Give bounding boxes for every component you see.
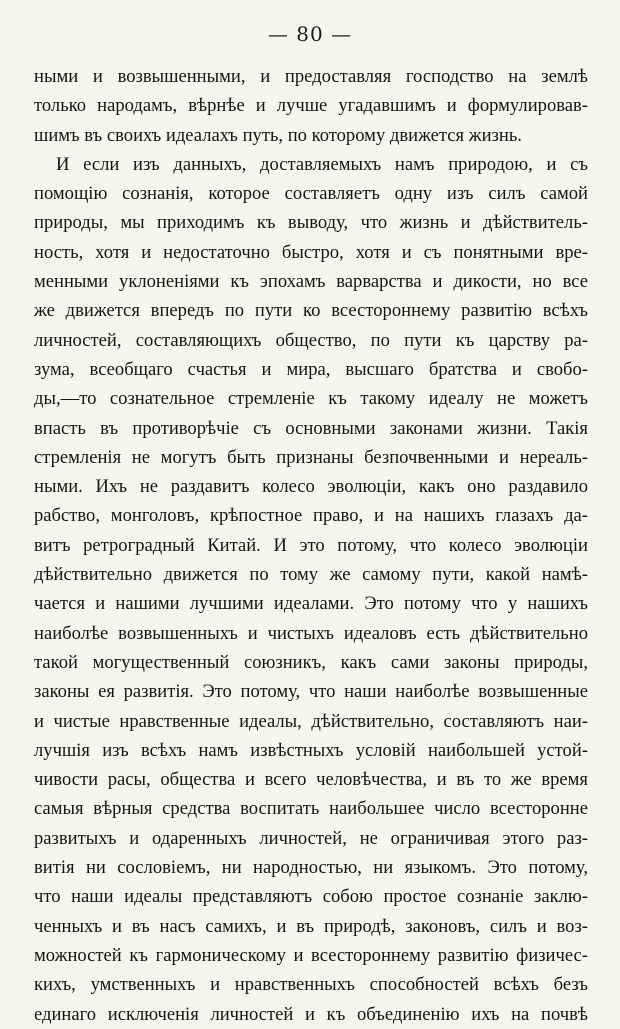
text-line: ными и возвышенными, и предоставляя господство на землѣ bbox=[34, 66, 588, 87]
text-line: законы ея развитія. Это потому, что наши наиболѣе возвышенные bbox=[34, 681, 588, 703]
paragraph-2 bbox=[34, 150, 588, 1029]
text-line: наиболѣе возвышенныхъ и чистыхъ идеаловъ есть дѣйствительно bbox=[34, 622, 588, 644]
text-line: единаго исключенія личностей и къ объединенію ихъ на почвѣ bbox=[34, 1003, 588, 1025]
text-line: личностей, составляющихъ общество, по пути къ царству ра- bbox=[34, 329, 588, 351]
text-line: природы, мы приходимъ къ выводу, что жизнь и дѣйствитель- bbox=[34, 212, 588, 234]
body-text bbox=[34, 62, 588, 1029]
text-line: помощію сознанія, которое составляетъ одну изъ силъ самой bbox=[34, 183, 588, 205]
text-line: только народамъ, вѣрнѣе и лучше угадавшимъ и формулировав- bbox=[34, 95, 588, 117]
text-line: можностей къ гармоническому и всестороннему развитію физичес- bbox=[34, 944, 588, 966]
text-line: шимъ въ своихъ идеалахъ путь, по которому движется жизнь. bbox=[34, 124, 522, 146]
text-line: же движется впередъ по пути ко всестороннему развитію всѣхъ bbox=[34, 300, 588, 322]
paragraph-1 bbox=[34, 62, 588, 150]
text-line: чивости расы, общества и всего человѣчества, и въ то же время bbox=[34, 769, 588, 791]
text-line: впасть въ противорѣчіе съ основными законами жизни. Такія bbox=[34, 417, 588, 439]
text-line: ными. Ихъ не раздавитъ колесо эволюціи, какъ оно раздавило bbox=[34, 476, 588, 498]
text-line: витія ни сословіемъ, ни народностью, ни языкомъ. Это потому, bbox=[34, 857, 588, 879]
text-line: витъ ретроградный Китай. И это потому, что колесо эволюціи bbox=[34, 534, 588, 556]
text-line: менными уклоненіями къ эпохамъ варварства и дикости, но все bbox=[34, 271, 588, 293]
text-line: что наши идеалы представляютъ собою простое сознаніе заклю- bbox=[34, 886, 588, 908]
text-line: И если изъ данныхъ, доставляемыхъ намъ природою, и съ bbox=[56, 153, 588, 175]
text-line: дѣйствительно движется по тому же самому пути, какой намѣ- bbox=[34, 564, 588, 586]
text-line: рабство, монголовъ, крѣпостное право, и на нашихъ глазахъ да- bbox=[34, 505, 588, 527]
text-line: лучшія изъ всѣхъ намъ извѣстныхъ условій наибольшей устой- bbox=[34, 739, 588, 761]
text-line: самыя вѣрныя средства воспитать наибольшее число всесторонне bbox=[34, 798, 588, 820]
text-line: чается и нашими лучшими идеалами. Это потому что у нашихъ bbox=[34, 593, 588, 615]
text-line: ды,—то сознательное стремленіе къ такому идеалу не можетъ bbox=[34, 388, 588, 410]
text-line: кихъ, умственныхъ и нравственныхъ способностей всѣхъ безъ bbox=[34, 974, 588, 996]
page-number: — 80 — bbox=[267, 22, 353, 46]
text-line: ность, хотя и недостаточно быстро, хотя и съ понятными вре- bbox=[34, 241, 588, 263]
text-line: такой могущественный союзникъ, какъ сами законы природы, bbox=[34, 651, 588, 673]
text-line: стремленія не могутъ быть признаны безпочвенными и нереаль- bbox=[34, 446, 588, 468]
text-line: и чистые нравственные идеалы, дѣйствительно, составляютъ наи- bbox=[34, 710, 588, 732]
text-line: развитыхъ и одаренныхъ личностей, не ограничивая этого раз- bbox=[34, 827, 588, 849]
text-line: зума, всеобщаго счастья и мира, высшаго братства и свобо- bbox=[34, 358, 588, 380]
text-line: ченныхъ и въ насъ самихъ, и въ природѣ, законовъ, силъ и воз- bbox=[34, 915, 588, 937]
